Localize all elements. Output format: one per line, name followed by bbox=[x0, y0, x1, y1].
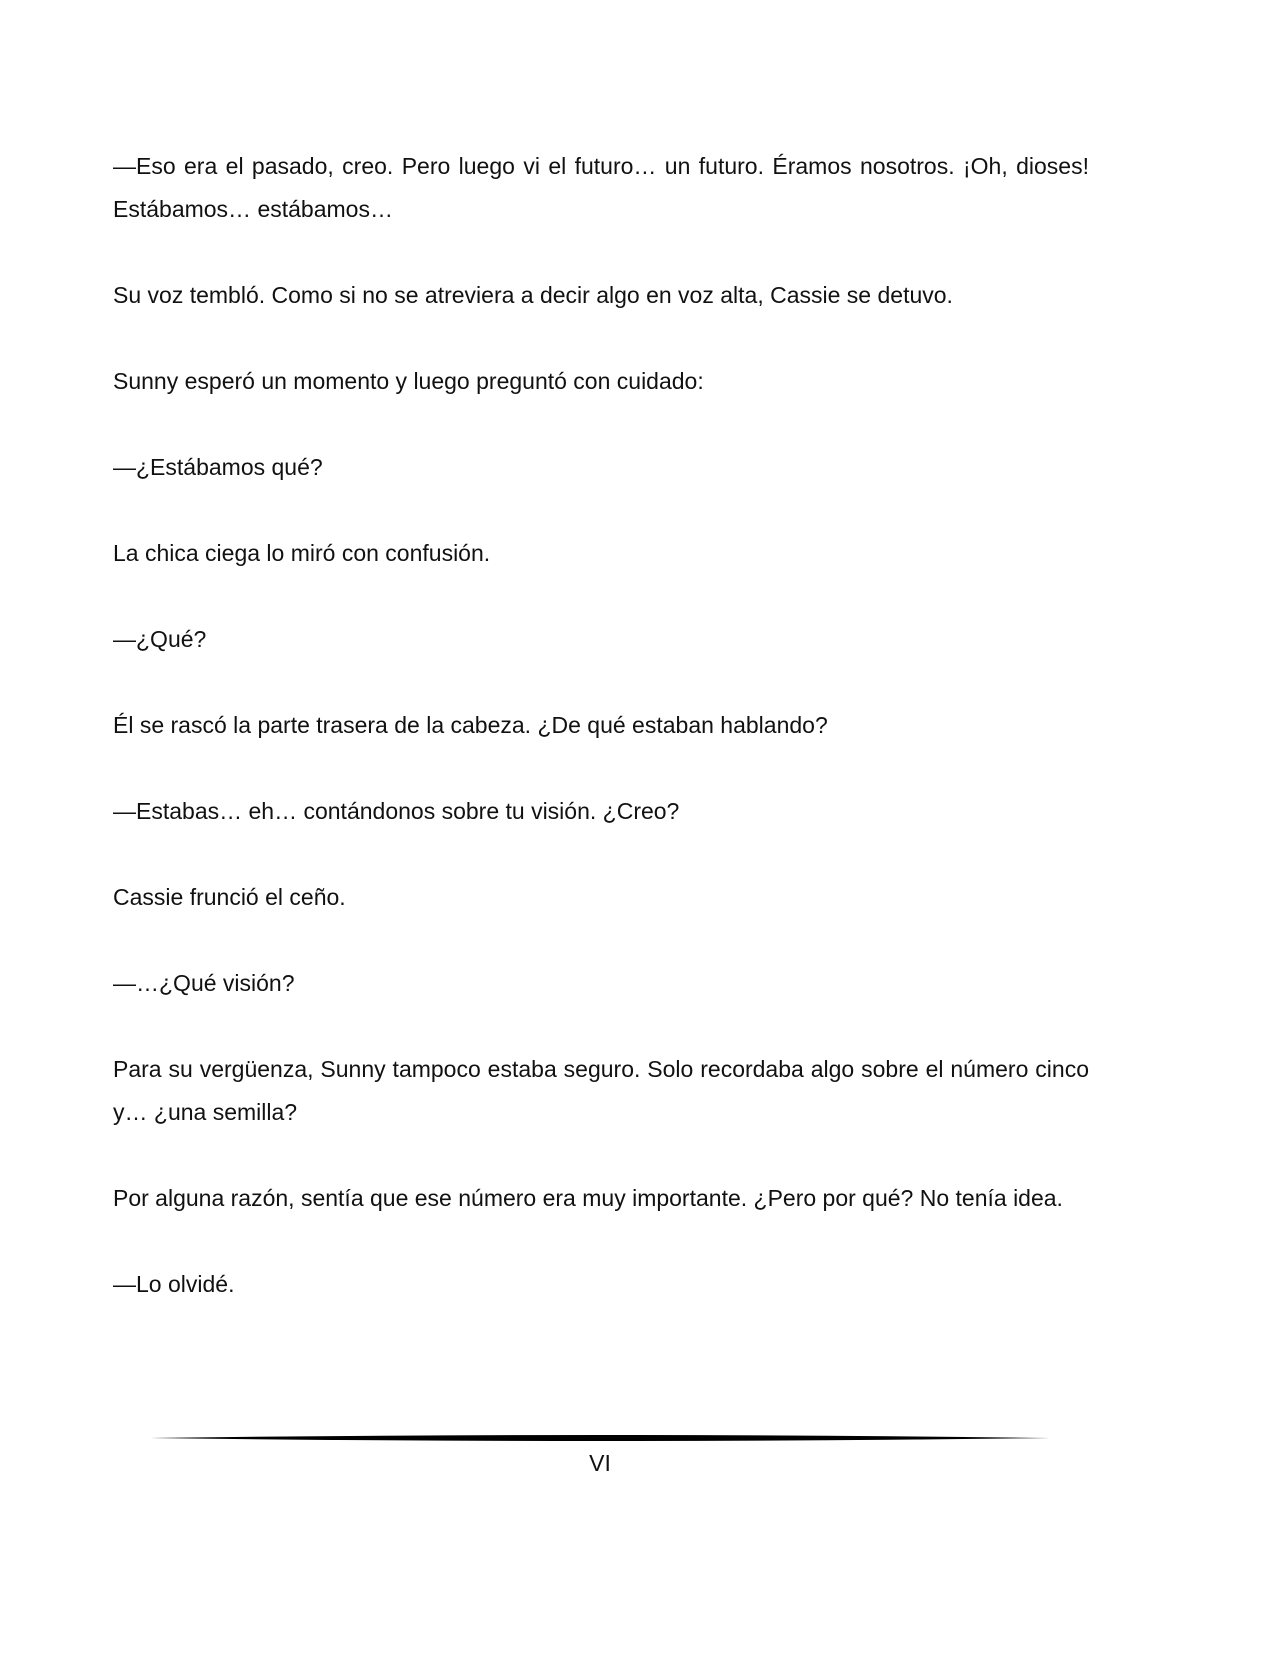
page-number: VI bbox=[589, 1450, 611, 1476]
footer-divider-swash bbox=[150, 1435, 1050, 1441]
paragraph: —¿Estábamos qué? bbox=[113, 454, 323, 480]
paragraph: —Lo olvidé. bbox=[113, 1271, 235, 1297]
paragraph: —¿Qué? bbox=[113, 626, 207, 652]
paragraph: Su voz tembló. Como si no se atreviera a decir algo en voz alta, Cassie se detuvo. bbox=[113, 282, 953, 308]
paragraph: —Estabas… eh… contándonos sobre tu visión. ¿Creo? bbox=[113, 798, 680, 824]
paragraph: —Eso era el pasado, creo. Pero luego vi el futuro… un futuro. Éramos nosotros. ¡Oh, dioses! Estábamos… estábamos… bbox=[113, 153, 1089, 222]
body-text bbox=[113, 145, 1089, 1349]
paragraph: Él se rascó la parte trasera de la cabeza. ¿De qué estaban hablando? bbox=[113, 712, 828, 738]
paragraph: Por alguna razón, sentía que ese número era muy importante. ¿Pero por qué? No tenía idea. bbox=[113, 1185, 1063, 1211]
paragraph: Sunny esperó un momento y luego preguntó con cuidado: bbox=[113, 368, 704, 394]
paragraph: La chica ciega lo miró con confusión. bbox=[113, 540, 491, 566]
paragraph: Cassie frunció el ceño. bbox=[113, 884, 346, 910]
paragraph: —…¿Qué visión? bbox=[113, 970, 295, 996]
footer-divider bbox=[150, 1432, 1050, 1444]
paragraph: Para su vergüenza, Sunny tampoco estaba seguro. Solo recordaba algo sobre el número cinco y… ¿una semilla? bbox=[113, 1056, 1089, 1125]
